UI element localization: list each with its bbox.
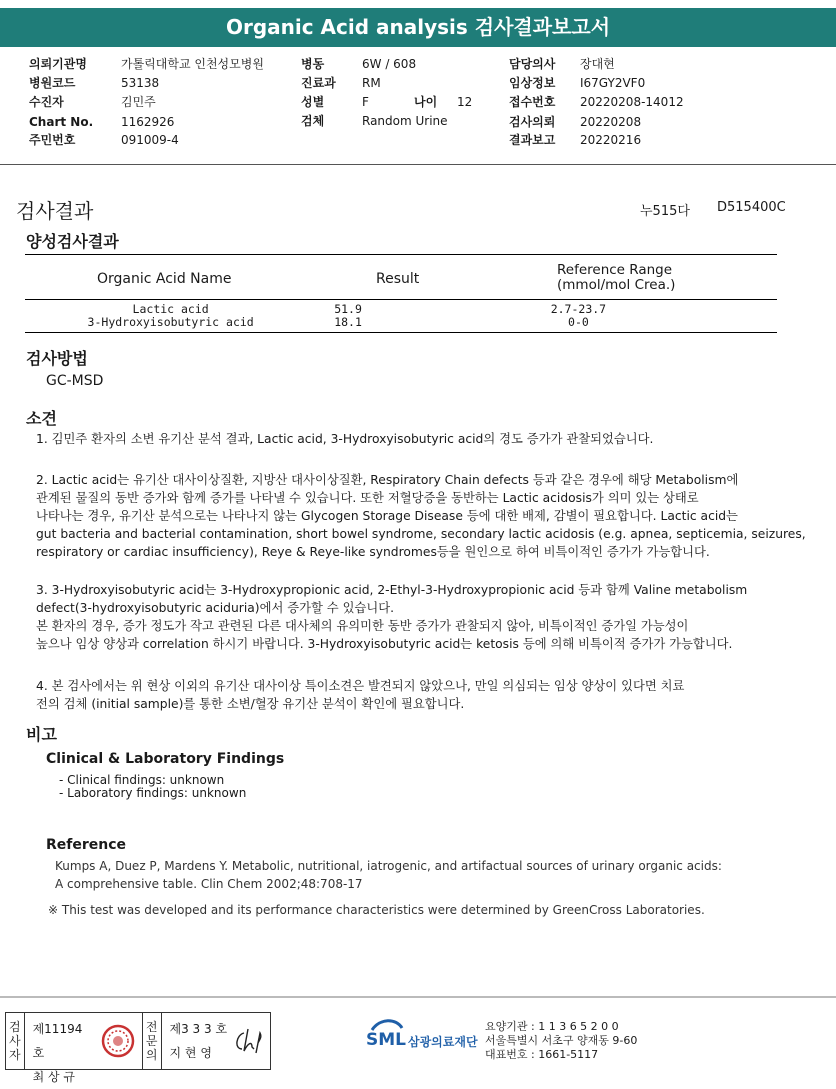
info-value: 20220208 bbox=[580, 115, 642, 129]
report-title-bar bbox=[0, 8, 836, 47]
examiner-name: 최 상 규 bbox=[32, 1070, 75, 1084]
info-value: 20220208-14012 bbox=[580, 95, 684, 109]
info-value: I67GY2VF0 bbox=[580, 76, 646, 90]
findings-line: defect(3-hydroxyisobutyric aciduria)에서 증가할 수 있습니다. bbox=[36, 601, 394, 615]
clinical-findings-heading: Clinical & Laboratory Findings bbox=[46, 751, 285, 767]
specialist-label-char: 전 bbox=[145, 1020, 158, 1034]
info-value: 장대현 bbox=[580, 57, 615, 71]
specialist-name: 지 현 영 bbox=[169, 1046, 212, 1060]
col-header-name: Organic Acid Name bbox=[97, 271, 232, 287]
info-label: 검체 bbox=[301, 114, 325, 128]
cell-result: 18.1 bbox=[334, 315, 362, 329]
age-value: 12 bbox=[457, 95, 473, 109]
info-value: 20220216 bbox=[580, 133, 642, 147]
info-label: Chart No. bbox=[29, 115, 94, 129]
info-label: 결과보고 bbox=[509, 133, 556, 147]
findings-line: respiratory or cardiac insufficiency), Reye & Reye-like syndromes등을 원인으로 하여 비특이적인 증가가 가능합니다. bbox=[36, 545, 710, 559]
findings-line: 1. 김민주 환자의 소변 유기산 분석 결과, Lactic acid, 3-Hydroxyisobutyric acid의 경도 증가가 관찰되었습니다. bbox=[36, 432, 654, 446]
specialist-license: 제3 3 3 호 bbox=[169, 1022, 228, 1036]
info-value: 1162926 bbox=[121, 115, 175, 129]
examiner-seal bbox=[93, 1013, 143, 1069]
examiner-label-char: 검 bbox=[8, 1020, 21, 1034]
info-divider bbox=[0, 164, 836, 165]
findings-paragraph-4 bbox=[36, 677, 806, 713]
signature-box bbox=[5, 1012, 271, 1084]
findings-line: 4. 본 검사에서는 위 현상 이외의 유기산 대사이상 특이소견은 발견되지 않았으나, 만일 의심되는 임상 양상이 있다면 치료 bbox=[36, 679, 685, 693]
table-top-rule bbox=[25, 254, 777, 255]
info-value: 091009-4 bbox=[121, 133, 179, 147]
examiner-label-char: 사 bbox=[8, 1034, 21, 1048]
findings-heading: 소견 bbox=[26, 409, 57, 428]
cell-result: 51.9 bbox=[334, 302, 362, 316]
seal-stamp-icon bbox=[101, 1024, 135, 1058]
table-body bbox=[25, 303, 777, 329]
col-header-result: Result bbox=[376, 271, 420, 287]
info-value: RM bbox=[362, 76, 381, 90]
org-name: 삼광의료재단 bbox=[408, 1034, 478, 1049]
info-label: 수진자 bbox=[29, 95, 64, 109]
col-header-reference-line2: (mmol/mol Crea.) bbox=[557, 277, 676, 293]
org-contact bbox=[485, 1020, 637, 1062]
examiner-info bbox=[25, 1013, 94, 1084]
examiner-license: 제11194호 bbox=[32, 1022, 83, 1060]
info-label: 병동 bbox=[301, 57, 325, 71]
info-col-2 bbox=[301, 57, 491, 147]
findings-line: 나타나는 경우, 유기산 분석으로는 나타나지 않는 Glycogen Storage Disease 등에 대한 배제, 감별이 필요합니다. Lactic acid는 bbox=[36, 509, 738, 523]
info-label: 성별 bbox=[301, 95, 325, 109]
info-value: 6W / 608 bbox=[362, 57, 417, 71]
info-label: 주민번호 bbox=[29, 133, 76, 147]
findings-paragraph-3 bbox=[36, 581, 806, 653]
info-col-3 bbox=[509, 57, 729, 147]
info-label: 담당의사 bbox=[509, 57, 556, 71]
info-col-1 bbox=[29, 57, 289, 147]
info-label: 검사의뢰 bbox=[509, 115, 556, 129]
cell-name: 3-Hydroxyisobutyric acid bbox=[87, 315, 254, 329]
table-header-rule bbox=[25, 299, 777, 300]
method-heading: 검사방법 bbox=[26, 349, 88, 368]
cell-range: 2.7-23.7 bbox=[550, 302, 607, 316]
results-heading: 검사결과 bbox=[16, 199, 94, 223]
cell-name: Lactic acid bbox=[132, 302, 209, 316]
table-row bbox=[25, 316, 777, 329]
info-label: 병원코드 bbox=[29, 76, 76, 90]
info-label: 진료과 bbox=[301, 76, 336, 90]
reference-line: A comprehensive table. Clin Chem 2002;48:708-17 bbox=[55, 877, 363, 891]
method-value: GC-MSD bbox=[46, 373, 104, 389]
info-label: 접수번호 bbox=[509, 95, 556, 109]
findings-line: 3. 3-Hydroxyisobutyric acid는 3-Hydroxypropionic acid, 2-Ethyl-3-Hydroxypropionic acid 등과 함께 Valine metabolism bbox=[36, 583, 748, 597]
signature-icon bbox=[230, 1023, 270, 1059]
specialist-label-char: 의 bbox=[145, 1048, 158, 1062]
cell-range: 0-0 bbox=[568, 315, 589, 329]
age-label: 나이 bbox=[414, 95, 438, 109]
findings-line: 2. Lactic acid는 유기산 대사이상질환, 지방산 대사이상질환, Respiratory Chain defects 등과 같은 경우에 해당 Metabolism에 bbox=[36, 473, 739, 487]
reference-heading: Reference bbox=[46, 837, 127, 853]
findings-line: 본 환자의 경우, 증가 정도가 작고 관련된 다른 대사체의 유의미한 동반 증가가 관찰되지 않아, 비특이적인 증가일 가능성이 bbox=[36, 619, 689, 633]
org-contact-line: 대표번호 : 1661-5117 bbox=[485, 1048, 599, 1061]
reference-line: Kumps A, Duez P, Mardens Y. Metabolic, nutritional, iatrogenic, and artifactual sources of urinary organic acids: bbox=[55, 859, 722, 873]
findings-line: 전의 검체 (initial sample)를 통한 소변/혈장 유기산 분석이 확인에 필요합니다. bbox=[36, 697, 465, 711]
clinical-findings-list bbox=[59, 774, 246, 800]
reference-text bbox=[55, 857, 722, 893]
findings-paragraph-2 bbox=[36, 471, 806, 561]
specialist-signature bbox=[230, 1013, 270, 1069]
remarks-heading: 비고 bbox=[26, 725, 57, 744]
info-value: F bbox=[362, 95, 369, 109]
table-bottom-rule bbox=[25, 332, 777, 333]
info-label: 의뢰기관명 bbox=[29, 57, 87, 71]
specialist-info bbox=[162, 1013, 231, 1069]
org-contact-line: 요양기관 : 1 1 3 6 5 2 0 0 bbox=[485, 1020, 619, 1033]
specialist-label-char: 문 bbox=[145, 1034, 158, 1048]
clinical-finding-item: - Clinical findings: unknown bbox=[59, 773, 225, 787]
info-value: 가톨릭대학교 인천성모병원 bbox=[121, 57, 264, 71]
report-title: Organic Acid analysis 검사결과보고서 bbox=[225, 15, 611, 39]
org-contact-line: 서울특별시 서초구 양재동 9-60 bbox=[485, 1034, 638, 1047]
examiner-label bbox=[6, 1013, 25, 1069]
findings-line: gut bacteria and bacterial contamination, short bowel syndrome, secondary lactic acidosis (e.g. apnea, septicemia, seizures, bbox=[36, 527, 806, 541]
report-code-1: 누515다 bbox=[640, 204, 690, 219]
info-value: Random Urine bbox=[362, 114, 448, 128]
col-header-reference bbox=[557, 263, 675, 293]
positive-results-heading: 양성검사결과 bbox=[26, 232, 119, 251]
col-header-reference-line1: Reference Range bbox=[557, 262, 673, 278]
info-label: 임상정보 bbox=[509, 76, 556, 90]
report-code-2: D515400C bbox=[717, 200, 786, 215]
org-logo bbox=[366, 1018, 478, 1056]
specialist-label bbox=[143, 1013, 162, 1069]
logo-text: SML bbox=[366, 1030, 406, 1050]
disclaimer-note: ※ This test was developed and its performance characteristics were determined by GreenCross Laboratories. bbox=[48, 903, 705, 917]
findings-paragraph-1 bbox=[36, 430, 786, 448]
findings-line: 높으나 임상 양상과 correlation 하시기 바랍니다. 3-Hydroxyisobutyric acid는 ketosis 등에 의해 비특이적 증가가 가능합니다. bbox=[36, 637, 733, 651]
info-value: 김민주 bbox=[121, 95, 156, 109]
clinical-finding-item: - Laboratory findings: unknown bbox=[59, 786, 247, 800]
info-value: 53138 bbox=[121, 76, 160, 90]
findings-line: 관계된 물질의 동반 증가와 함께 증가를 나타낼 수 있습니다. 또한 저혈당증을 동반하는 Lactic acidosis가 의미 있는 상태로 bbox=[36, 491, 699, 505]
footer-divider bbox=[0, 996, 836, 998]
examiner-label-char: 자 bbox=[8, 1048, 21, 1062]
